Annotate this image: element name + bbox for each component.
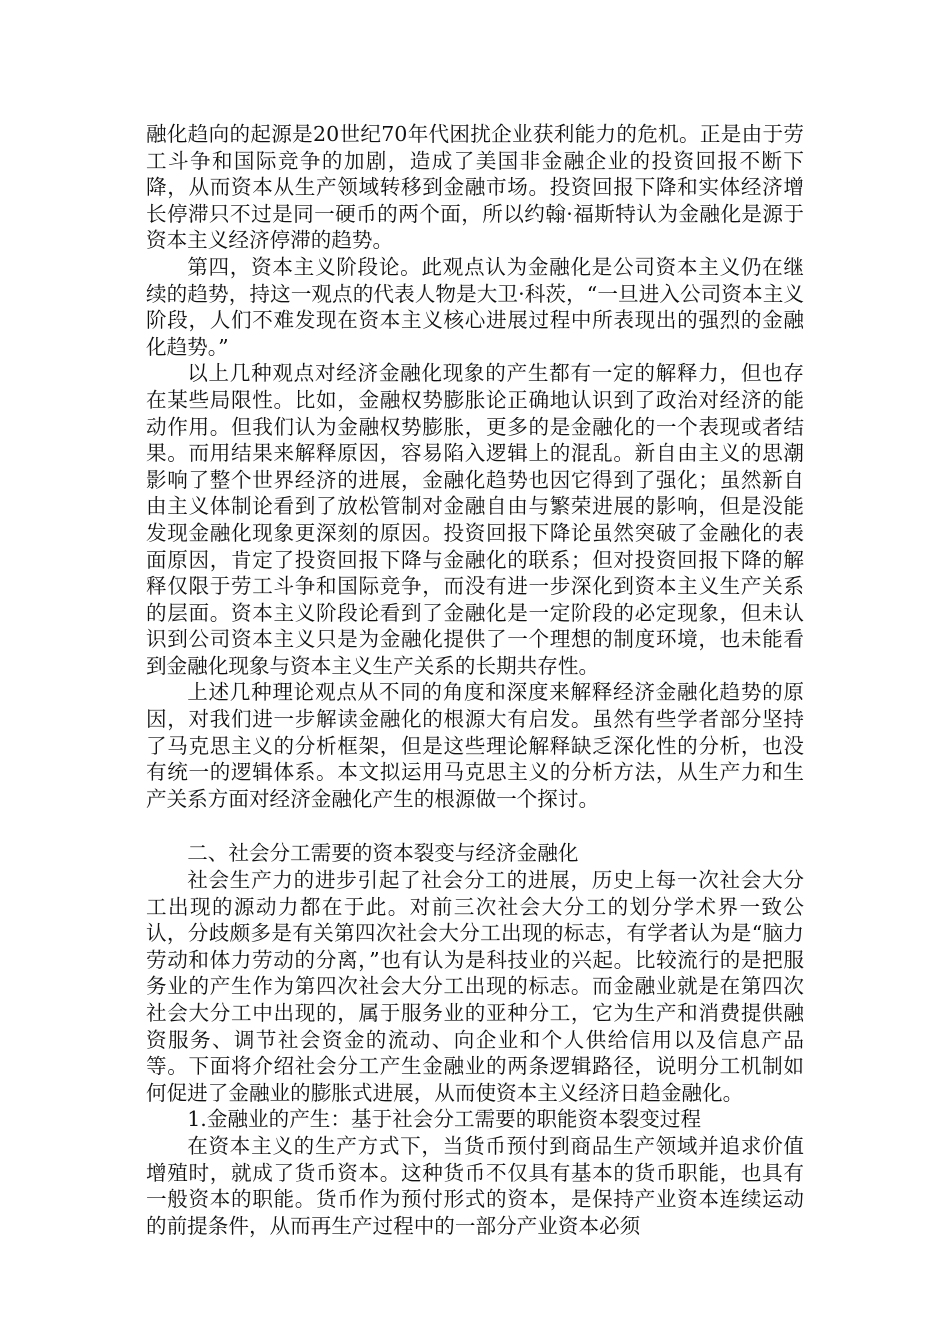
paragraph-capitalism-stage: 第四，资本主义阶段论。此观点认为金融化是公司资本主义仍在继续的趋势，持这一观点的代表人物是大卫·科茨，“一旦进入公司资本主义阶段，人们不难发现在资本主义核心进展过程中所表现出的强烈的金融化趋势。” (146, 254, 804, 359)
document-page (146, 121, 804, 1239)
paragraph-money-capital: 在资本主义的生产方式下，当货币预付到商品生产领域并追求价值增殖时，就成了货币资本。这种货币不仅具有基本的货币职能，也具有一般资本的职能。货币作为预付形式的资本，是保持产业资本连续运动的前提条件，从而再生产过程中的一部分产业资本必须 (146, 1133, 804, 1238)
paragraph-limitations: 以上几种观点对经济金融化现象的产生都有一定的解释力，但也存在某些局限性。比如，金融权势膨胀论正确地认识到了政治对经济的能动作用。但我们认为金融权势膨胀，更多的是金融化的一个表现或者结果。而用结果来解释原因，容易陷入逻辑上的混乱。新自由主义的思潮影响了整个世界经济的进展，金融化趋势也因它得到了强化；虽然新自由主义体制论看到了放松管制对金融自由与繁荣进展的影响，但是没能发现金融化现象更深刻的原因。投资回报下降论虽然突破了金融化的表面原因，肯定了投资回报下降与金融化的联系；但对投资回报下降的解释仅限于劳工斗争和国际竞争，而没有进一步深化到资本主义生产关系的层面。资本主义阶段论看到了金融化是一定阶段的必定现象，但未认识到公司资本主义只是为金融化提供了一个理想的制度环境，也未能看到金融化现象与资本主义生产关系的长期共存性。 (146, 361, 804, 678)
subsection-heading: 1.金融业的产生：基于社会分工需要的职能资本裂变过程 (187, 1107, 702, 1132)
paragraph-summary: 上述几种理论观点从不同的角度和深度来解释经济金融化趋势的原因，对我们进一步解读金融化的根源大有启发。虽然有些学者部分坚持了马克思主义的分析框架，但是这些理论解释缺乏深化性的分析，也没有统一的逻辑体系。本文拟运用马克思主义的分析方法，从生产力和生产关系方面对经济金融化产生的根源做一个探讨。 (146, 680, 804, 811)
section-heading: 二、社会分工需要的资本裂变与经济金融化 (187, 841, 579, 866)
paragraph-division-of-labor: 社会生产力的进步引起了社会分工的进展，历史上每一次社会大分工出现的源动力都在于此。对前三次社会大分工的划分学术界一致公认，分歧颇多是有关第四次社会大分工出现的标志，有学者认为是“脑力劳动和体力劳动的分离，”也有认为是科技业的兴起。比较流行的是把服务业的产生作为第四次社会大分工出现的标志。而金融业就是在第四次社会大分工中出现的，属于服务业的亚种分工，它为生产和消费提供融资服务、调节社会资金的流动、向企业和个人供给信用以及信息产品等。下面将介绍社会分工产生金融业的两条逻辑路径，说明分工机制如何促进了金融业的膨胀式进展，从而使资本主义经济日趋金融化。 (146, 868, 804, 1105)
paragraph-continuation: 融化趋向的起源是20世纪70年代困扰企业获利能力的危机。正是由于劳工斗争和国际竞争的加剧，造成了美国非金融企业的投资回报不断下降，从而资本从生产领域转移到金融市场。投资回报下降和实体经济增长停滞只不过是同一硬币的两个面，所以约翰·福斯特认为金融化是源于资本主义经济停滞的趋势。 (146, 122, 804, 253)
section-spacer (146, 812, 804, 840)
